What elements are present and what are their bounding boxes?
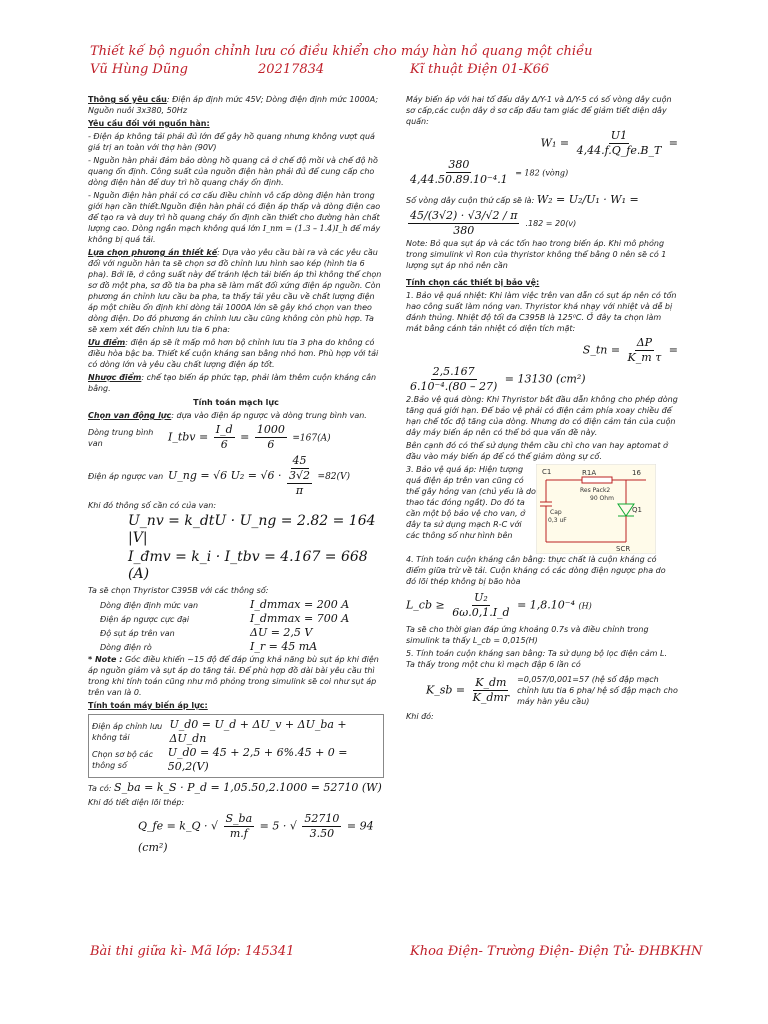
thyristor-param-value: ΔU = 2,5 V xyxy=(250,626,313,639)
ksb-row xyxy=(406,674,678,707)
spec-text: : Điện áp định mức 45V; Dòng điện định mức 1000A; Nguồn nuôi 3x380, 50Hz xyxy=(88,95,379,115)
choice-text: : Dựa vào yêu cầu bài ra và các yêu cầu đối với nguồn hàn ta sẽ chọn sơ đồ chỉnh lưu hình sao kép (hình tia 6 pha). Bởi lẽ, ở công suất này để tránh lệch tải biến áp thì không thể chọn sơ đồ một pha, sơ đồ tia ba pha sẽ làm mất đối xứng điện áp nguồn. Còn phương án chỉnh lưu cầu ba pha, ta thấy tải yêu cầu về chất lượng điện áp một chiều ổn định khi dòng tải 1000A lớn sẽ gây khó chọn van theo dòng điện. Do đó phương án chỉnh lưu cầu cũng không còn phù hợp. Ta sẽ xem xét đến chỉnh lưu tia 6 pha: xyxy=(88,248,382,334)
stn-frac xyxy=(626,336,664,365)
protect-4: 4. Tính toán cuộn kháng cân bằng: thực chất là cuộn kháng có điểm giữa trừ về tải. Cuộn kháng có các dòng điện ngược pha do đó lõi thép không bị bão hòa xyxy=(406,555,666,586)
advantage-label: Ưu điểm xyxy=(88,338,126,347)
req-3: - Nguồn điện hàn phải có cơ cấu điều chỉnh vô cấp dòng điện hàn trong giới hạn cần thiết.Nguồn điện hàn phải có điện áp thấp và dòng điện cao để tạo ra và duy trì hồ quang cháy ổn định cần thiết cho đường hàn chất lượng cao. Dòng ngắn mạch không quá lớn xyxy=(88,191,381,233)
stn-result: = 13130 (cm²) xyxy=(504,372,586,386)
w1-frac2 xyxy=(408,158,510,187)
overvoltage-row xyxy=(406,464,678,554)
w1-formula: W₁ = $\frac{U1}{4,44.f.Q\_fe.B\_T}$ = xyxy=(540,129,678,157)
thyristor-param-value: I_dmmax = 700 A xyxy=(250,612,350,625)
w1-den: 4,44.f.Q_fe.B_T xyxy=(576,144,662,157)
stn-lhs: S_tn = xyxy=(582,343,621,357)
unv-formula: U_nv = k_dtU · U_ng = 2.82 = 164 |V| xyxy=(128,513,376,546)
req-3-tail: để máy không bị quá tải. xyxy=(88,224,381,244)
tr-row-1-formula: U_d0 = U_d + ΔU_v + ΔU_ba + ΔU_dn xyxy=(169,718,347,745)
lcb-formula xyxy=(406,591,678,620)
qfe-mid: = 5 · √ xyxy=(259,819,297,833)
ung-den: π xyxy=(295,484,304,497)
ung-result: =82(V) xyxy=(317,472,351,482)
circuit-label-q1: Q1 xyxy=(632,506,642,514)
itbv-den2: 6 xyxy=(267,438,275,451)
stn-formula: S_tn = $\frac{\Delta P}{\text{K\_m τ}}$ = xyxy=(582,336,678,364)
ksb-lhs: K_sb = xyxy=(426,683,466,697)
qfe-num: S_ba xyxy=(225,812,253,825)
itbv-num2: 1000 xyxy=(256,423,285,436)
qfe-frac2 xyxy=(302,812,341,841)
qfe-lhs: Q_fe = k_Q · √ xyxy=(138,819,218,833)
thyristor-param-value: I_r = 45 mA xyxy=(250,640,318,653)
w2-den: 380 xyxy=(453,224,475,237)
tr-row-1-label: Điện áp chỉnh lưu không tải xyxy=(92,722,163,742)
w2-result: .182 = 20(v) xyxy=(525,219,577,228)
ung-mid: 3√2 xyxy=(289,469,311,482)
short-circuit-formula: I_nm = (1.3 – 1.4)I_h xyxy=(262,224,348,233)
thyristor-param-row xyxy=(88,598,384,612)
qfe-formula xyxy=(138,812,384,855)
thyristor-param-row xyxy=(88,612,384,626)
qfe-den: m.f xyxy=(229,827,248,840)
ung-frac xyxy=(287,454,312,498)
final-text: Khi đó: xyxy=(406,712,434,721)
thyristor-param-label: Điện áp ngược cực đại xyxy=(100,614,190,624)
tr-row-1 xyxy=(92,718,380,746)
secondary-text: Số vòng dây cuộn thứ cấp sẽ là: xyxy=(406,196,535,205)
transformer-box xyxy=(88,714,384,778)
avg-current-label: Dòng trung bình van xyxy=(88,427,154,448)
disadvantage-text: : chế tạo biến áp phức tạp, phải làm thêm cuộn kháng cân bằng. xyxy=(88,373,377,393)
footer-left: Bài thi giữa kì- Mã lớp: 145341 xyxy=(90,944,295,959)
circuit-label-r1: R1A xyxy=(582,469,597,477)
protect-5: 5. Tính toán cuộn kháng san bằng: Ta sử dụng bộ lọc điện cảm L. Ta thấy trong một chu kì mạch đập 6 lần có xyxy=(406,649,667,669)
lcb-lhs: L_cb ≥ xyxy=(406,598,445,612)
tr-row-2-label: Chọn sơ bộ các thông số xyxy=(92,750,153,770)
w2-num: 45/(3√2) · √3/√2 / π xyxy=(410,209,518,222)
ksb-frac xyxy=(471,676,511,705)
valve-label: Chọn van động lực xyxy=(88,411,172,420)
lcb-unit: (H) xyxy=(578,601,592,611)
w1-value xyxy=(406,158,678,187)
protect-4b: Ta sẽ cho thời gian đáp ứng khoảng 0.7s và điều chỉnh trong simulink ta thấy L_cb = 0,015(H) xyxy=(406,625,649,645)
thyristor-param-label: Độ sụt áp trên van xyxy=(100,628,175,638)
ung-num: 45 xyxy=(292,454,307,467)
stn-num2: 2,5.167 xyxy=(432,365,475,378)
stn-value xyxy=(406,365,678,394)
ung-formula xyxy=(168,454,350,498)
intro-text: Máy biến áp với hai tổ đấu dây Δ/Y-1 và Δ/Y-5 có số vòng dây cuộn sơ cấp,các cuộn dây ở sơ cấp đấu tam giác để giảm tiết diện dây quấn: xyxy=(406,95,672,126)
core-text: Khi đó tiết diện lõi thép: xyxy=(88,798,185,807)
power-text: Ta có: xyxy=(88,784,112,793)
lcb-frac xyxy=(450,591,511,620)
thyristor-param-value: I_dmmax = 200 A xyxy=(250,598,350,611)
protect-2: 2.Bảo vệ quá dòng: Khi Thyristor bắt đầu dẫn không cho phép dòng tăng quá giới hạn. Để bảo vệ phải có điện cảm phía xoay chiều để hạn chế tốc độ tăng của dòng. Nhưng do có điện cảm tản của cuộn dây máy biến áp nên có thể bỏ qua vấn đề này. xyxy=(406,395,678,437)
protect-3: 3. Bảo vệ quá áp: Hiện tượng quá điện áp trên van cũng có thể gây hỏng van (chủ yếu là do thao tác đóng ngắt). Do đó ta cần một bộ bảo vệ cho van, ở đây ta sử dụng mạch R-C với các thông số như hình bên xyxy=(406,465,536,540)
note-text: Góc điều khiển ~15 độ để đáp ứng khả năng bù sụt áp khi điện áp nguồn giảm và sụt áp do tăng tải. Để phù hợp đồ dài bài yêu cầu thì trong khi tính toán cũng như mô phỏng trong simulink sẽ coi như sụt áp trên van là 0. xyxy=(88,655,379,697)
circuit-label-scr: SCR xyxy=(616,545,631,553)
transformer-label: Tính toán máy biến áp lực: xyxy=(88,701,208,710)
thyristor-param-row xyxy=(88,626,384,640)
thyristor-param-row xyxy=(88,640,384,654)
itbv-num: I_d xyxy=(215,423,233,436)
ksb-formula xyxy=(426,676,513,705)
valve-params-text: Khi đó thông số cần có của van: xyxy=(88,501,217,510)
sba-formula: S_ba = k_S · P_d = 1,05.50,2.1000 = 52710 (W) xyxy=(114,781,382,794)
w1-lhs: W₁ = xyxy=(540,136,570,150)
w2-note: Note: Bỏ qua sụt áp và các tổn hao trong biến áp. Khi mô phỏng trong simulink vì Ron của thyristor không thể bằng 0 nên sẽ có 1 lượng sụt áp nhỏ nên cần xyxy=(406,239,667,270)
qfe-num2: 52710 xyxy=(304,812,340,825)
w1-num2: 380 xyxy=(448,158,470,171)
circuit-label-rpack: Res Pack2 xyxy=(580,487,611,494)
protect-1: 1. Bảo vệ quá nhiệt: Khi làm việc trên van dẫn có sụt áp nên có tổn hao công suất làm nóng van. Thyristor khá nhạy với nhiệt và dễ bị đánh thủng. Nhiệt độ tối đa C395B là 125⁰C. Ở đây ta chọn làm mát bằng cánh tản nhiệt có diện tích mặt: xyxy=(406,291,677,333)
w1-frac xyxy=(575,129,664,158)
footer-right: Khoa Điện- Trường Điện- Điện Tử- ĐHBKHN xyxy=(410,944,703,959)
w1-num: U1 xyxy=(610,129,628,142)
qfe-den2: 3.50 xyxy=(309,827,335,840)
tr-row-2-formula: U_d0 = 45 + 2,5 + 6%.45 + 0 = 50,2(V) xyxy=(167,746,348,773)
circuit-label-cap-val: 0,3 uF xyxy=(548,517,567,524)
stn-den2: 6.10⁻⁴.(80 – 27) xyxy=(410,380,498,393)
right-column xyxy=(406,94,678,724)
idmv-formula: I_đmv = k_i · I_tbv = 4.167 = 668 (A) xyxy=(128,549,368,582)
req-label: Yêu cầu đối với nguồn hàn: xyxy=(88,119,210,128)
rc-snubber-circuit xyxy=(536,464,656,554)
ung-lhs: U_ng = √6 U₂ = √6 · xyxy=(168,469,282,482)
req-2: - Nguồn hàn phải đảm bảo dòng hồ quang cả ở chế độ mồi và chế độ hồ quang ổn định. Công suất của nguồn điện hàn phải đủ để cung cấp cho dòng điện hàn để duy trì hồ quang cháy ổn định. xyxy=(88,156,378,187)
page-title: Thiết kế bộ nguồn chỉnh lưu có điều khiển cho máy hàn hồ quang một chiều xyxy=(90,44,593,59)
lcb-result: = 1,8.10⁻⁴ xyxy=(517,598,575,612)
itbv-frac1 xyxy=(214,423,235,452)
circuit-resistor xyxy=(582,477,612,483)
avg-current-row xyxy=(88,423,384,452)
circuit-label-ohm: 90 Ohm xyxy=(590,495,614,502)
ksb-result: =0,057/0,001=57 (hệ số đập mạch chỉnh lưu tia 6 pha/ hệ số đập mạch cho máy hàn yêu cầu) xyxy=(517,675,678,706)
reverse-voltage-label: Điện áp ngược van xyxy=(88,471,164,481)
stn-den: K_m τ xyxy=(627,351,662,364)
thyristor-text: Ta sẽ chọn Thyristor C395B với các thông số: xyxy=(88,586,269,595)
protect-2b: Bên cạnh đó có thể sử dụng thêm cầu chì cho van hay aptomat ở đầu vào máy biến áp để có thể giảm dòng sự cố. xyxy=(406,441,668,461)
reverse-voltage-row xyxy=(88,454,384,498)
left-column xyxy=(88,94,384,855)
w2-row xyxy=(406,209,678,238)
circuit-label-c1: C1 xyxy=(542,468,552,476)
circuit-label-pin: 16 xyxy=(632,469,641,477)
itbv-result: =167(A) xyxy=(292,433,331,444)
itbv-lhs: I_tbv = xyxy=(168,430,209,444)
ksb-den: K_dmr xyxy=(472,691,510,704)
ksb-num: K_dm xyxy=(475,676,507,689)
author-name: Vũ Hùng Dũng xyxy=(90,62,188,77)
valve-text: : dựa vào điện áp ngược và dòng trung bình van. xyxy=(171,411,367,420)
lcb-den: 6ω.0,1.I_d xyxy=(452,606,510,619)
w1-result: = 182 (vòng) xyxy=(515,168,569,178)
stn-num: ΔP xyxy=(636,336,653,349)
thyristor-params xyxy=(88,598,384,654)
itbv-den: 6 xyxy=(220,438,228,451)
qfe-result: = 94 (cm²) xyxy=(138,819,374,854)
note-label: * Note : xyxy=(88,655,123,664)
w2-frac xyxy=(408,209,519,238)
thyristor-param-label: Dòng điện định mức van xyxy=(100,600,199,610)
advantage-text: : điện áp sẽ ít mấp mô hơn bộ chỉnh lưu tia 3 pha do không có điều hòa bậc ba. Thiết kế cuộn kháng san bằng nhỏ hơn. Phù hợp với tải có dòng lớn và yêu cầu chất lượng điện áp tốt. xyxy=(88,338,379,369)
qfe-frac1 xyxy=(224,812,255,841)
itbv-frac2 xyxy=(255,423,287,452)
disadvantage-label: Nhược điểm xyxy=(88,373,142,382)
itbv-formula xyxy=(168,423,331,452)
tr-row-2 xyxy=(92,746,380,774)
itbv-eq: = xyxy=(240,430,250,444)
choice-label: Lựa chọn phương án thiết kế xyxy=(88,248,218,257)
stn-frac2 xyxy=(408,365,499,394)
w1-den2: 4,44.50.89.10⁻⁴.1 xyxy=(410,173,508,186)
req-1: - Điện áp không tải phải đủ lớn để gây hồ quang nhưng không vượt quá giá trị an toàn với thợ hàn (90V) xyxy=(88,132,375,152)
w2-formula: W₂ = U₂/U₁ · W₁ = xyxy=(536,193,639,206)
thyristor-param-label: Dòng điện rò xyxy=(100,642,152,652)
circuit-label-cap: Cap xyxy=(550,509,562,516)
protect-label: Tính chọn các thiết bị bảo vệ: xyxy=(406,278,540,287)
lcb-num: U₂ xyxy=(474,591,488,604)
calc-title: Tính toán mạch lực xyxy=(193,398,279,407)
student-id: 20217834 xyxy=(258,62,325,77)
spec-label: Thông số yêu cầu xyxy=(88,95,167,104)
class-name: Kĩ thuật Điện 01-K66 xyxy=(410,62,550,77)
